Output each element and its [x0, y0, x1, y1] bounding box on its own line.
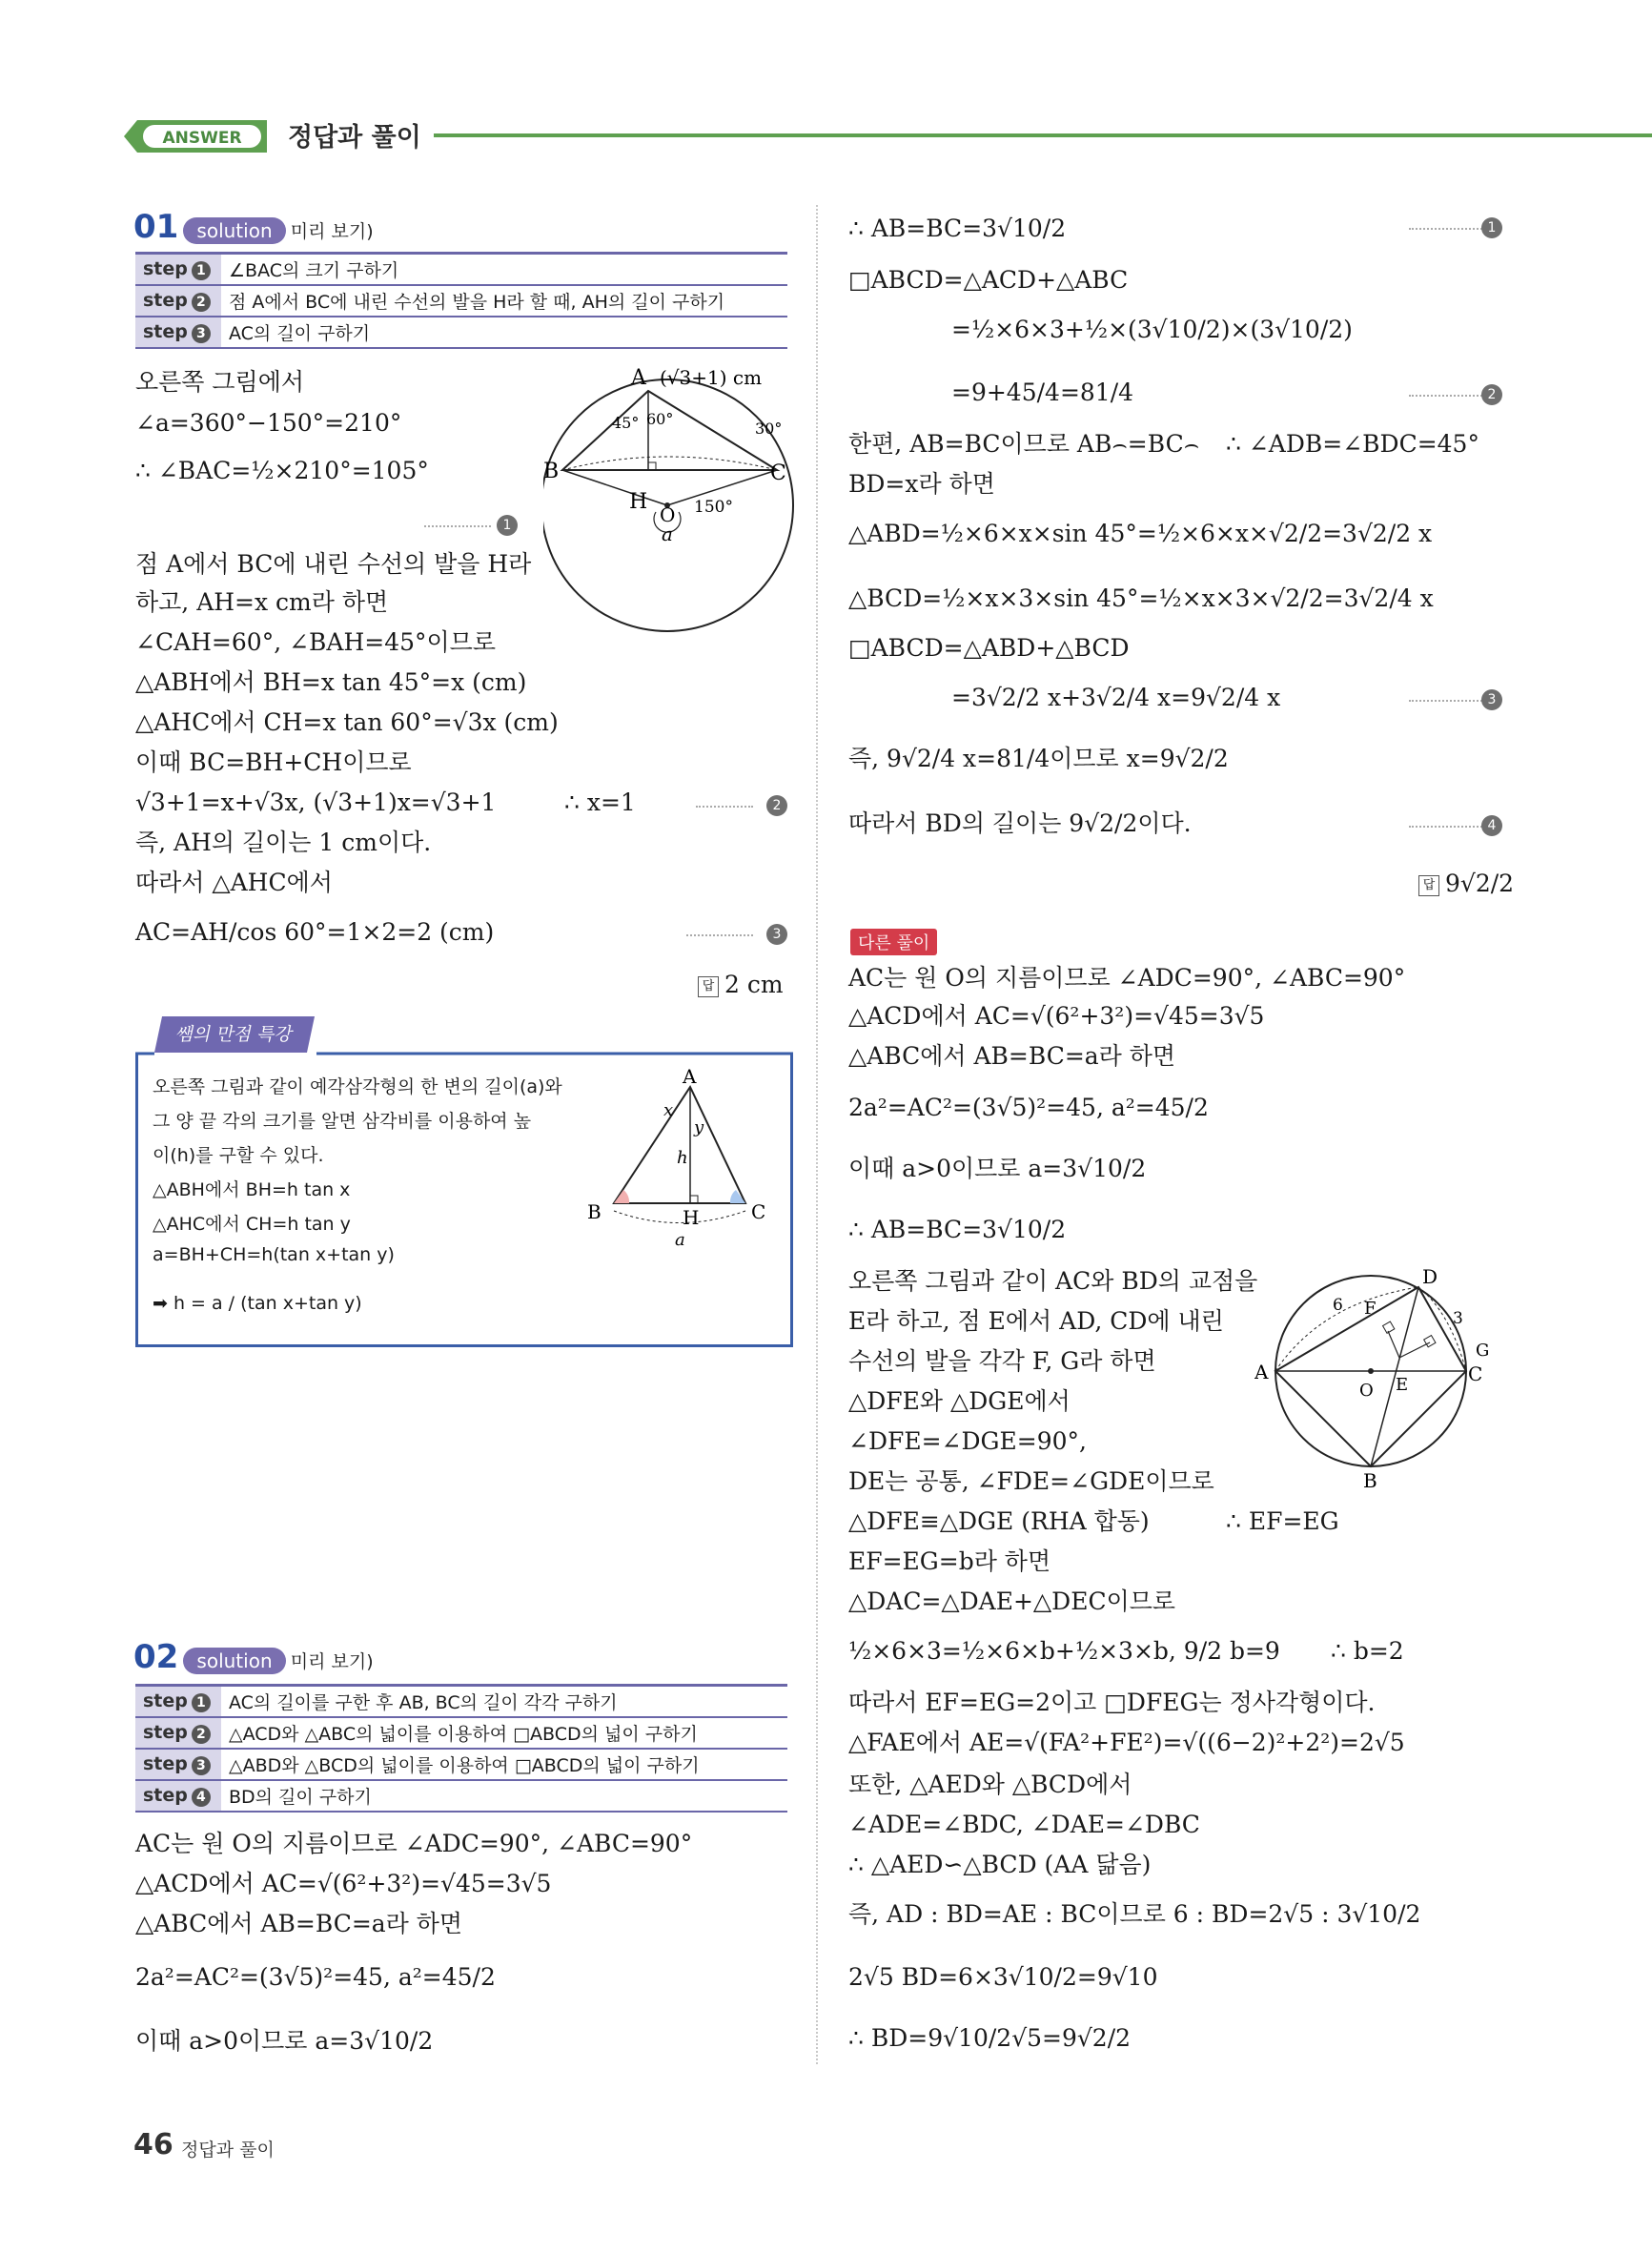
alt-line: 또한, △AED와 △BCD에서 [848, 1771, 1132, 1798]
answer-label: 답 [1418, 875, 1439, 896]
svg-text:45°: 45° [612, 414, 640, 432]
alt-line: 따라서 EF=EG=2이고 □DFEG는 정사각형이다. [848, 1689, 1376, 1716]
svg-text:y: y [694, 1117, 704, 1137]
svg-text:O: O [660, 503, 676, 526]
svg-text:B: B [587, 1200, 602, 1223]
svg-text:a: a [675, 1230, 685, 1249]
figure-acute-triangle [583, 1068, 774, 1249]
alt-line: 오른쪽 그림과 같이 AC와 BD의 교점을 [848, 1267, 1258, 1295]
mark-2: 2 [1481, 384, 1502, 405]
svg-text:F: F [1364, 1299, 1377, 1319]
alt-line: ∴ △AED∽△BCD (AA 닮음) [848, 1851, 1152, 1878]
answer-tag [124, 120, 267, 153]
svg-text:O: O [1359, 1381, 1374, 1401]
answer-tag-text: ANSWER [162, 129, 242, 148]
alt-solution-label: 다른 풀이 [850, 929, 937, 955]
text-line: 하고, AH=x cm라 하면 [135, 588, 389, 616]
svg-text:C: C [770, 461, 786, 485]
dot-leader [1409, 228, 1485, 230]
answer-value: 9√2/2 [1445, 870, 1515, 897]
step-text: △ACD와 △ABC의 넓이를 이용하여 □ABCD의 넓이 구하기 [221, 1717, 787, 1749]
step-row: step 1 AC의 길이를 구한 후 AB, BC의 길이 각각 구하기 [135, 1686, 787, 1718]
tip-line: 이(h)를 구할 수 있다. [153, 1145, 324, 1166]
text-line: 오른쪽 그림에서 [135, 368, 304, 396]
step-row: step 3 △ABD와 △BCD의 넓이를 이용하여 □ABCD의 넓이 구하기 [135, 1749, 787, 1780]
tip-line: △ABH에서 BH=h tan x [153, 1179, 351, 1200]
alt-line: ∠ADE=∠BDC, ∠DAE=∠DBC [848, 1811, 1200, 1838]
mark-4: 4 [1481, 815, 1502, 836]
svg-text:a: a [662, 522, 673, 545]
text-line: ∴ ∠BAC=½×210°=105° [135, 457, 429, 484]
mark-3: 3 [766, 924, 787, 945]
svg-text:E: E [1396, 1375, 1409, 1395]
dot-leader [1409, 826, 1485, 828]
step-text: BD의 길이 구하기 [221, 1780, 787, 1812]
svg-text:3: 3 [1453, 1309, 1463, 1328]
step-row: step 2 점 A에서 BC에 내린 수선의 발을 H라 할 때, AH의 길이 구하기 [135, 285, 787, 317]
mark-2: 2 [766, 795, 787, 816]
text-line: □ABCD=△ABD+△BCD [848, 634, 1130, 662]
alt-line: △DFE≡△DGE (RHA 합동) [848, 1507, 1150, 1535]
step-text: 점 A에서 BC에 내린 수선의 발을 H라 할 때, AH의 길이 구하기 [221, 285, 787, 317]
mark-1: 1 [497, 515, 518, 536]
alt-line: △ACD에서 AC=√(6²+3²)=√45=3√5 [848, 1002, 1265, 1030]
alt-line: ∴ BD=9√10/2√5=9√2/2 [848, 2024, 1132, 2052]
text-line: =½×6×3+½×(3√10/2)×(3√10/2) [951, 316, 1353, 343]
dot-leader [1409, 395, 1485, 397]
svg-text:A: A [1254, 1361, 1269, 1383]
text-line: 한편, AB=BC이므로 AB⌢=BC⌢ [848, 430, 1200, 458]
tip-top-border [135, 1051, 793, 1056]
step-row: step 3 AC의 길이 구하기 [135, 317, 787, 348]
tip-line: 그 양 끝 각의 크기를 알면 삼각비를 이용하여 높 [153, 1111, 532, 1132]
alt-line: EF=EG=b라 하면 [848, 1547, 1051, 1575]
alt-line: 2a²=AC²=(3√5)²=45, a²=45/2 [848, 1094, 1209, 1121]
figure-circle-triangle [543, 367, 801, 644]
footer-text: 정답과 풀이 [181, 2140, 275, 2161]
section-number: 01 [133, 208, 179, 246]
text-line: △BCD=½×x×3×sin 45°=½×x×3×√2/2=3√2/4 x [848, 584, 1434, 612]
dot-leader [686, 934, 753, 936]
text-line: ∴ ∠ADB=∠BDC=45° [1226, 430, 1479, 458]
section-02-heading [133, 1638, 374, 1676]
text-line: 즉, AH의 길이는 1 cm이다. [135, 829, 432, 856]
preview-label: 미리 보기 [290, 1651, 367, 1672]
step-row: step 1 ∠BAC의 크기 구하기 [135, 254, 787, 286]
svg-text:h: h [677, 1148, 688, 1168]
bracket-icon: ) [366, 221, 374, 242]
svg-text:150°: 150° [694, 498, 733, 517]
step-text: AC의 길이 구하기 [221, 317, 787, 348]
tip-line: 오른쪽 그림과 같이 예각삼각형의 한 변의 길이(a)와 [153, 1076, 562, 1097]
step-text: AC의 길이를 구한 후 AB, BC의 길이 각각 구하기 [221, 1686, 787, 1718]
svg-text:A: A [631, 367, 646, 390]
alt-line: E라 하고, 점 E에서 AD, CD에 내린 [848, 1307, 1224, 1335]
tip-title: 쌤의 만점 특강 [173, 1024, 296, 1045]
tip-tab [154, 1016, 315, 1053]
bracket-icon: ) [366, 1651, 374, 1672]
text-line: ∠CAH=60°, ∠BAH=45°이므로 [135, 628, 496, 656]
svg-text:C: C [751, 1200, 766, 1223]
solution-pill: solution [183, 1648, 285, 1674]
text-line: 이때 a>0이므로 a=3√10/2 [135, 2027, 434, 2055]
svg-text:G: G [1476, 1341, 1490, 1361]
header-title: 정답과 풀이 [288, 123, 421, 153]
alt-line: 이때 a>0이므로 a=3√10/2 [848, 1155, 1147, 1182]
solution-pill: solution [183, 217, 285, 244]
text-line: 2a²=AC²=(3√5)²=45, a²=45/2 [135, 1963, 496, 1991]
alt-line: 즉, AD : BD=AE : BC이므로 6 : BD=2√5 : 3√10/2 [848, 1900, 1421, 1928]
alt-line: △DFE와 △DGE에서 [848, 1387, 1071, 1415]
text-line: ∴ AB=BC=3√10/2 [848, 215, 1067, 242]
text-line: √3+1=x+√3x, (√3+1)x=√3+1 [135, 789, 497, 816]
text-line: 이때 BC=BH+CH이므로 [135, 748, 412, 776]
text-line: =9+45/4=81/4 [951, 379, 1134, 406]
figure-circle-quadrilateral [1254, 1264, 1512, 1493]
header-rule [434, 133, 1652, 137]
text-line: △ACD에서 AC=√(6²+3²)=√45=3√5 [135, 1870, 552, 1897]
answer-label: 답 [698, 976, 719, 997]
alt-line: ½×6×3=½×6×b+½×3×b, 9/2 b=9 [848, 1637, 1280, 1665]
svg-text:C: C [1468, 1362, 1483, 1385]
text-line: AC=AH/cos 60°=1×2=2 (cm) [135, 918, 495, 946]
svg-text:60°: 60° [646, 410, 674, 428]
dot-leader [1409, 700, 1485, 702]
text-line: 즉, 9√2/4 x=81/4이므로 x=9√2/2 [848, 745, 1229, 772]
tip-line: ➡ h = a / (tan x+tan y) [153, 1293, 362, 1314]
column-divider [816, 205, 818, 2064]
tip-line: △AHC에서 CH=h tan y [153, 1214, 351, 1235]
preview-label: 미리 보기 [290, 221, 367, 242]
alt-line: △FAE에서 AE=√(FA²+FE²)=√((6−2)²+2²)=2√5 [848, 1729, 1405, 1756]
alt-line: ∴ b=2 [1331, 1637, 1404, 1665]
step-text: △ABD와 △BCD의 넓이를 이용하여 □ABCD의 넓이 구하기 [221, 1749, 787, 1780]
dot-leader [424, 525, 491, 527]
text-line: BD=x라 하면 [848, 470, 995, 498]
alt-line: △DAC=△DAE+△DEC이므로 [848, 1587, 1176, 1615]
svg-text:B: B [1363, 1469, 1377, 1492]
alt-line: AC는 원 O의 지름이므로 ∠ADC=90°, ∠ABC=90° [848, 964, 1406, 992]
alt-line: ∴ EF=EG [1226, 1507, 1339, 1535]
svg-text:6: 6 [1333, 1296, 1343, 1315]
dot-leader [696, 806, 753, 808]
svg-text:30°: 30° [755, 420, 783, 438]
text-line: AC는 원 O의 지름이므로 ∠ADC=90°, ∠ABC=90° [135, 1830, 693, 1857]
answer-value: 2 cm [724, 971, 784, 998]
text-line: □ABCD=△ACD+△ABC [848, 266, 1129, 294]
svg-text:(√3+1) cm: (√3+1) cm [660, 367, 763, 389]
step-row: step 2 △ACD와 △ABC의 넓이를 이용하여 □ABCD의 넓이 구하기 [135, 1717, 787, 1749]
page-number: 46 [133, 2128, 173, 2161]
svg-text:H: H [629, 490, 648, 514]
svg-text:x: x [663, 1100, 674, 1120]
text-line: 따라서 △AHC에서 [135, 869, 333, 896]
text-line: △ABH에서 BH=x tan 45°=x (cm) [135, 668, 527, 696]
text-line: 점 A에서 BC에 내린 수선의 발을 H라 [135, 550, 532, 578]
steps-table-01 [135, 252, 787, 349]
text-line: 따라서 BD의 길이는 9√2/2이다. [848, 809, 1192, 837]
svg-text:A: A [683, 1068, 697, 1088]
step-text: ∠BAC의 크기 구하기 [221, 254, 787, 286]
svg-text:H: H [683, 1206, 700, 1229]
section-number: 02 [133, 1638, 179, 1676]
text-line: △AHC에서 CH=x tan 60°=√3x (cm) [135, 708, 559, 736]
text-line: △ABC에서 AB=BC=a라 하면 [135, 1910, 463, 1937]
tip-line: a=BH+CH=h(tan x+tan y) [153, 1244, 395, 1265]
alt-line: ∠DFE=∠DGE=90°, [848, 1427, 1087, 1455]
step-row: step 4 BD의 길이 구하기 [135, 1780, 787, 1812]
alt-line: 2√5 BD=6×3√10/2=9√10 [848, 1963, 1158, 1991]
answer-01 [698, 971, 784, 998]
alt-line: ∴ AB=BC=3√10/2 [848, 1216, 1067, 1243]
svg-text:D: D [1422, 1265, 1438, 1288]
alt-line: 수선의 발을 각각 F, G라 하면 [848, 1347, 1156, 1375]
mark-1: 1 [1481, 217, 1502, 238]
mark-3: 3 [1481, 689, 1502, 710]
text-line: ∠a=360°−150°=210° [135, 409, 402, 437]
section-01-heading [133, 208, 374, 246]
svg-text:B: B [543, 460, 560, 483]
answer-02 [1418, 870, 1514, 897]
text-line: ∴ x=1 [564, 789, 636, 816]
text-line: △ABD=½×6×x×sin 45°=½×6×x×√2/2=3√2/2 x [848, 520, 1433, 547]
text-line: =3√2/2 x+3√2/4 x=9√2/4 x [951, 684, 1281, 711]
steps-table-02 [135, 1684, 787, 1813]
alt-line: DE는 공통, ∠FDE=∠GDE이므로 [848, 1467, 1214, 1495]
alt-line: △ABC에서 AB=BC=a라 하면 [848, 1042, 1176, 1070]
